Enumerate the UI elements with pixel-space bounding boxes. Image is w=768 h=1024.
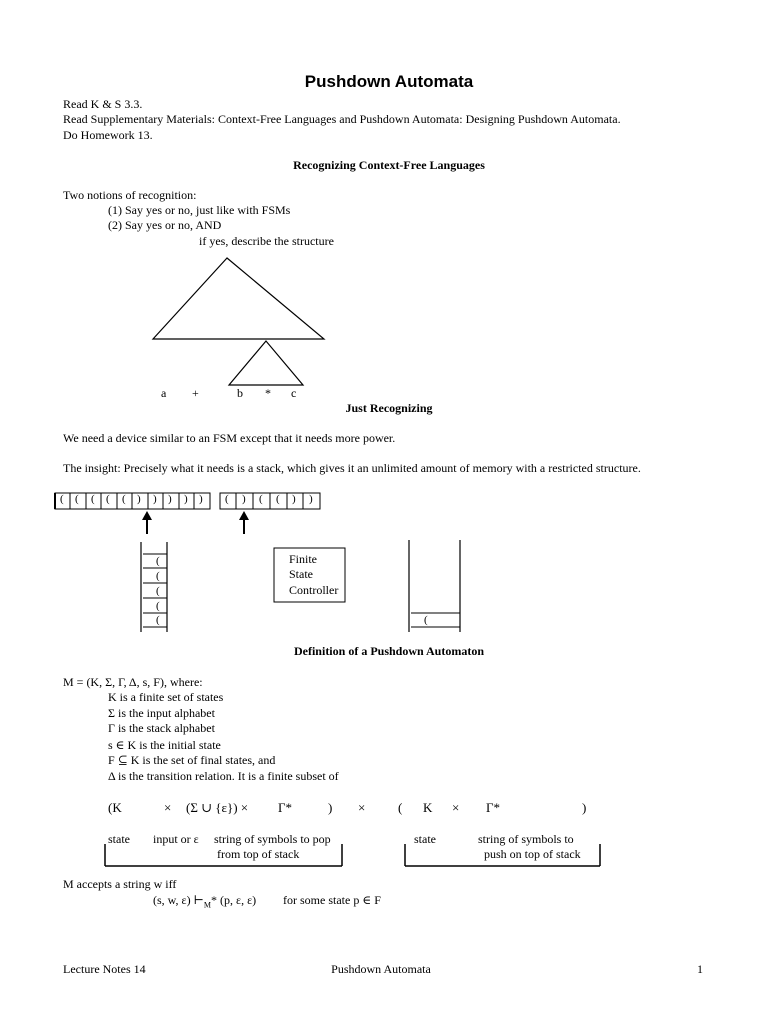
accept-condition bbox=[153, 893, 256, 909]
label-state: state bbox=[108, 832, 130, 846]
definition-line: Γ is the stack alphabet bbox=[108, 721, 215, 735]
tree-leaf: a bbox=[161, 386, 167, 400]
stack-cell: ( bbox=[156, 600, 160, 612]
intro-line-1: Read K & S 3.3. bbox=[63, 97, 143, 111]
tuple-times: × bbox=[358, 800, 366, 815]
condition-sub: M bbox=[203, 900, 212, 910]
page-number: 1 bbox=[697, 962, 703, 976]
section-heading-recognizing: Recognizing Context-Free Languages bbox=[293, 158, 485, 172]
tape-cell: ( bbox=[106, 493, 110, 505]
accept-condition-tail: for some state p ∈ F bbox=[283, 893, 381, 907]
definition-line: F ⊆ K is the set of final states, and bbox=[108, 753, 276, 767]
stack-cell: ( bbox=[156, 555, 160, 567]
tree-leaf: b bbox=[237, 386, 243, 400]
controller-label-line: Controller bbox=[289, 583, 339, 597]
condition-left: (s, w, ε) ⊢ bbox=[153, 893, 204, 907]
recognition-item-2b: if yes, describe the structure bbox=[199, 234, 334, 248]
tuple-open-k: (K bbox=[108, 800, 122, 815]
tape-cell: ) bbox=[242, 493, 246, 505]
tree-leaf: * bbox=[265, 386, 271, 400]
footer-center: Pushdown Automata bbox=[331, 962, 431, 976]
intro-line-2: Read Supplementary Materials: Context-Free Languages and Pushdown Automata: Designing Pushdown Automata. bbox=[63, 112, 621, 126]
label-pop-2: from top of stack bbox=[217, 847, 300, 861]
paragraph-insight: The insight: Precisely what it needs is a stack, which gives it an unlimited amount of memory with a restricted structure. bbox=[63, 461, 641, 475]
tape-cell: ( bbox=[276, 493, 280, 505]
definition-line: K is a finite set of states bbox=[108, 690, 224, 704]
m-definition: M = (K, Σ, Γ, Δ, s, F), where: bbox=[63, 675, 203, 689]
tuple-times: × bbox=[164, 800, 172, 815]
tuple-open: ( bbox=[398, 800, 403, 815]
condition-right: * (p, ε, ε) bbox=[211, 893, 257, 907]
recognition-item-1: (1) Say yes or no, just like with FSMs bbox=[108, 203, 291, 217]
definition-line: s ∈ K is the initial state bbox=[108, 738, 221, 752]
tape-cell: ) bbox=[292, 493, 296, 505]
label-push: string of symbols to bbox=[478, 832, 574, 846]
tree-leaf: c bbox=[291, 386, 297, 400]
page-title: Pushdown Automata bbox=[304, 72, 474, 91]
tape-cell: ) bbox=[153, 493, 157, 505]
tape-cell: ) bbox=[309, 493, 313, 505]
label-state-2: state bbox=[414, 832, 436, 846]
section-heading-definition: Definition of a Pushdown Automaton bbox=[293, 644, 485, 658]
definition-line: Σ is the input alphabet bbox=[108, 706, 215, 720]
tape-cell: ( bbox=[122, 493, 126, 505]
tuple-close: ) bbox=[582, 800, 587, 815]
paragraph-device: We need a device similar to an FSM except that it needs more power. bbox=[63, 431, 396, 445]
accepts-line: M accepts a string w iff bbox=[63, 877, 177, 891]
tape-cell: ( bbox=[91, 493, 95, 505]
stack-cell: ( bbox=[156, 614, 160, 626]
tape-cell: ) bbox=[199, 493, 203, 505]
tape-cell: ( bbox=[225, 493, 229, 505]
tape-cell: ( bbox=[60, 493, 64, 505]
tape-cell: ( bbox=[259, 493, 263, 505]
tuple-gamma-push: Γ* bbox=[486, 800, 501, 815]
tuple-k: K bbox=[423, 800, 433, 815]
intro-line-3: Do Homework 13. bbox=[63, 128, 153, 142]
tuple-gamma-pop: Γ* bbox=[278, 800, 293, 815]
label-pop: string of symbols to pop bbox=[214, 832, 331, 846]
label-input: input or ε bbox=[153, 832, 199, 846]
recognition-lead: Two notions of recognition: bbox=[63, 188, 197, 202]
tuple-close: ) bbox=[328, 800, 333, 815]
tree-leaf: + bbox=[192, 386, 199, 400]
tuple-times: × bbox=[452, 800, 460, 815]
stack-cell: ( bbox=[156, 570, 160, 582]
footer-left: Lecture Notes 14 bbox=[63, 962, 146, 976]
recognition-item-2: (2) Say yes or no, AND bbox=[108, 218, 222, 232]
controller-label-line: State bbox=[289, 567, 313, 581]
controller-label-line: Finite bbox=[289, 552, 318, 566]
section-heading-just-recognizing: Just Recognizing bbox=[345, 401, 433, 415]
tape-cell: ( bbox=[75, 493, 79, 505]
tape-cell: ) bbox=[137, 493, 141, 505]
stack-cell: ( bbox=[424, 614, 428, 626]
tape-cell: ) bbox=[168, 493, 172, 505]
stack-cell: ( bbox=[156, 585, 160, 597]
definition-line: Δ is the transition relation. It is a finite subset of bbox=[108, 769, 339, 783]
label-push-2: push on top of stack bbox=[484, 847, 581, 861]
tape-cell: ) bbox=[184, 493, 188, 505]
tuple-sigma: (Σ ∪ {ε}) × bbox=[186, 800, 249, 815]
